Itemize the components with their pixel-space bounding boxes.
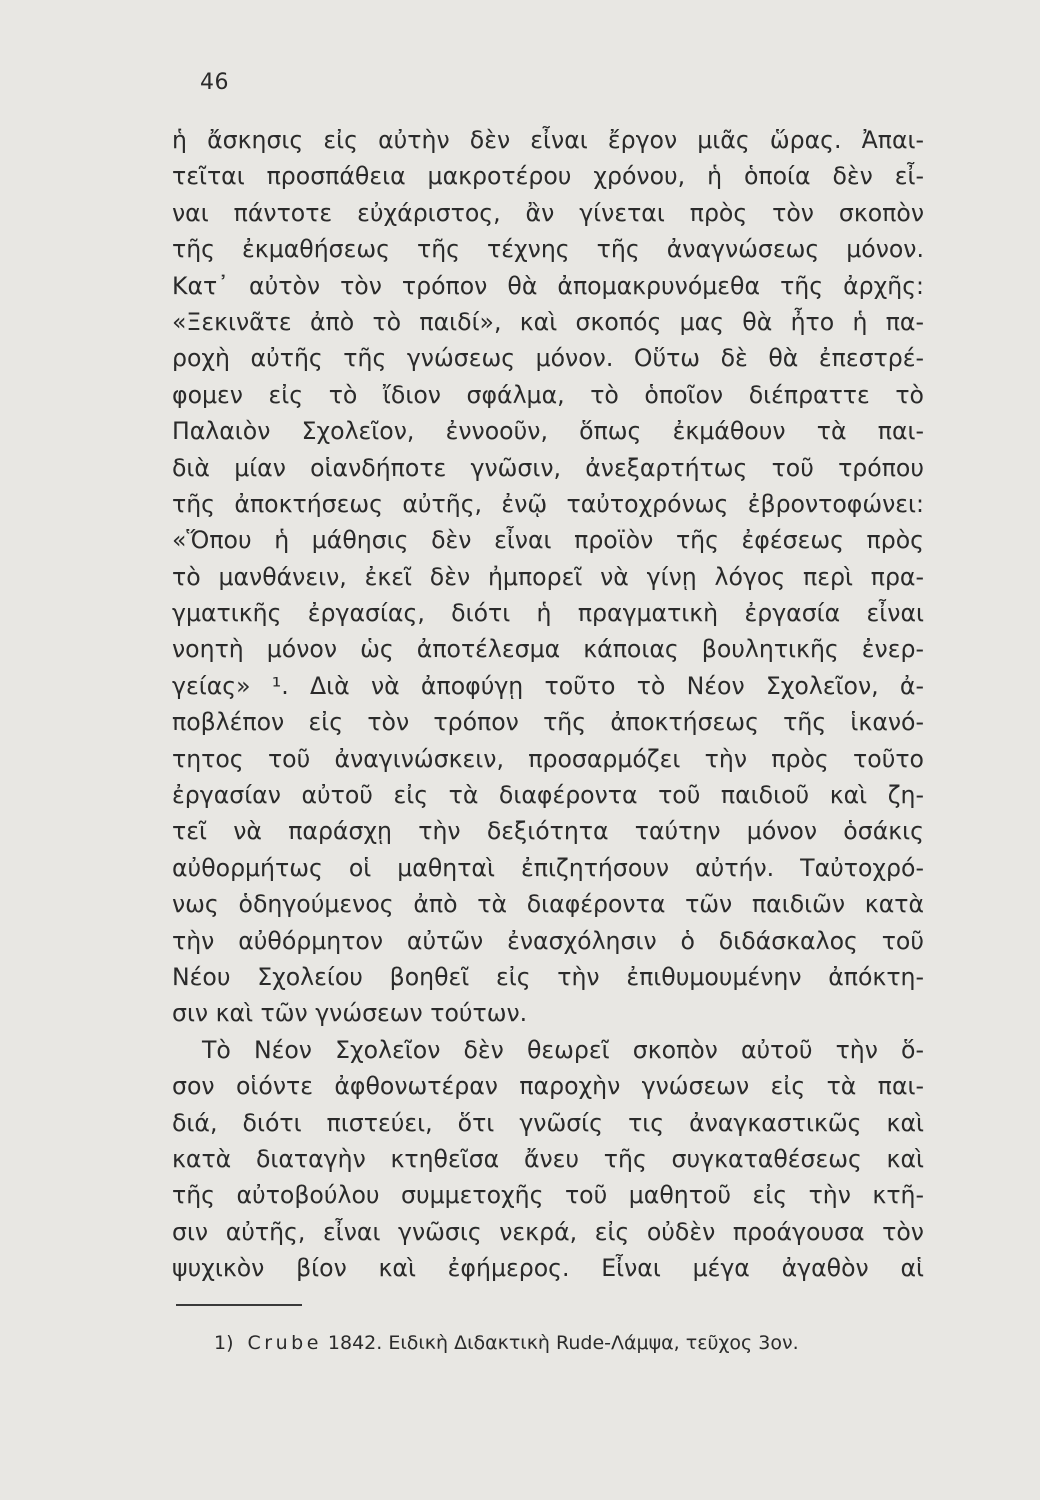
footnote-author: Crube (247, 1332, 322, 1354)
text-line: Παλαιὸν Σχολεῖον, ἐννοοῦν, ὅπως ἐκμάθουν τὰ παι- (172, 417, 924, 446)
text-line: ἐργασίαν αὐτοῦ εἰς τὰ διαφέροντα τοῦ παιδιοῦ καὶ ζη- (172, 781, 924, 810)
text-line: ἡ ἄσκησις εἰς αὐτὴν δὲν εἶναι ἔργον μιᾶς ὥρας. Ἀπαι- (172, 126, 924, 154)
text-line: γματικῆς ἐργασίας, διότι ἡ πραγματικὴ ἐργασία εἶναι (172, 599, 924, 628)
footnote (214, 1332, 799, 1354)
text-line: αὐθορμήτως οἱ μαθηταὶ ἐπιζητήσουν αὐτήν. Ταὐτοχρό- (172, 853, 924, 882)
paragraph-start-line: Τὸ Νέον Σχολεῖον δὲν θεωρεῖ σκοπὸν αὐτοῦ τὴν ὅ- (202, 1035, 924, 1064)
text-line: ψυχικὸν βίον καὶ ἐφήμερος. Εἶναι μέγα ἀγαθὸν αἱ (172, 1254, 924, 1283)
footnote-divider (176, 1304, 302, 1306)
text-line: τὴν αὐθόρμητον αὐτῶν ἐνασχόλησιν ὁ διδάσκαλος τοῦ (172, 926, 924, 955)
text-line: τῆς ἀποκτήσεως αὐτῆς, ἐνῷ ταὐτοχρόνως ἐβροντοφώνει: (172, 489, 924, 518)
text-line: κατὰ διαταγὴν κτηθεῖσα ἄνευ τῆς συγκαταθέσεως καὶ (172, 1144, 924, 1173)
text-line: σον οἱόντε ἀφθονωτέραν παροχὴν γνώσεων εἰς τὰ παι- (172, 1072, 924, 1101)
text-line: τητος τοῦ ἀναγινώσκειν, προσαρμόζει τὴν πρὸς τοῦτο (172, 744, 924, 773)
text-line: γείας» ¹. Διὰ νὰ ἀποφύγῃ τοῦτο τὸ Νέον Σχολεῖον, ἀ- (172, 671, 924, 700)
text-line: νως ὁδηγούμενος ἀπὸ τὰ διαφέροντα τῶν παιδιῶν κατὰ (172, 890, 924, 919)
text-line: «Ὅπου ἡ μάθησις δὲν εἶναι προϊὸν τῆς ἐφέσεως πρὸς (172, 526, 924, 555)
text-line: τεῖ νὰ παράσχῃ τὴν δεξιότητα ταύτην μόνον ὁσάκις (172, 817, 924, 846)
footnote-marker: 1) (214, 1332, 234, 1354)
text-line: τῆς ἐκμαθήσεως τῆς τέχνης τῆς ἀναγνώσεως μόνον. (172, 235, 924, 264)
text-line: φομεν εἰς τὸ ἴδιον σφάλμα, τὸ ὁποῖον διέπραττε τὸ (172, 380, 924, 409)
text-line: τεῖται προσπάθεια μακροτέρου χρόνου, ἡ ὁποία δὲν εἶ- (172, 162, 924, 191)
text-line: τὸ μανθάνειν, ἐκεῖ δὲν ἠμπορεῖ νὰ γίνῃ λόγος περὶ πρα- (172, 562, 924, 591)
paragraph-end-line: σιν καὶ τῶν γνώσεων τούτων. (172, 999, 528, 1028)
text-line: «Ξεκινᾶτε ἀπὸ τὸ παιδί», καὶ σκοπός μας θὰ ἦτο ἡ πα- (172, 307, 924, 336)
text-line: ροχὴ αὐτῆς τῆς γνώσεως μόνον. Οὕτω δὲ θὰ ἐπεστρέ- (172, 344, 924, 373)
text-line: διὰ μίαν οἱανδήποτε γνῶσιν, ἀνεξαρτήτως τοῦ τρόπου (172, 453, 924, 482)
text-line: ποβλέπον εἰς τὸν τρόπον τῆς ἀποκτήσεως τῆς ἱκανό- (172, 708, 924, 737)
text-line: νοητὴ μόνον ὡς ἀποτέλεσμα κάποιας βουλητικῆς ἐνερ- (172, 635, 924, 664)
text-line: Κατ᾽ αὐτὸν τὸν τρόπον θὰ ἀπομακρυνόμεθα τῆς ἀρχῆς: (172, 271, 924, 300)
text-line: Νέου Σχολείου βοηθεῖ εἰς τὴν ἐπιθυμουμένην ἀπόκτη- (172, 962, 924, 991)
text-line: σιν αὐτῆς, εἶναι γνῶσις νεκρά, εἰς οὐδὲν προάγουσα τὸν (172, 1217, 924, 1246)
footnote-text: 1842. Ειδικὴ Διδακτικὴ Rude-Λάμψα, τεῦχος 3ον. (327, 1332, 799, 1354)
body-text (172, 122, 924, 1287)
text-line: τῆς αὐτοβούλου συμμετοχῆς τοῦ μαθητοῦ εἰς τὴν κτῆ- (172, 1181, 924, 1210)
page-number: 46 (200, 70, 229, 95)
text-line: ναι πάντοτε εὐχάριστος, ἂν γίνεται πρὸς τὸν σκοπὸν (172, 198, 924, 227)
text-line: διά, διότι πιστεύει, ὅτι γνῶσίς τις ἀναγκαστικῶς καὶ (172, 1108, 924, 1137)
